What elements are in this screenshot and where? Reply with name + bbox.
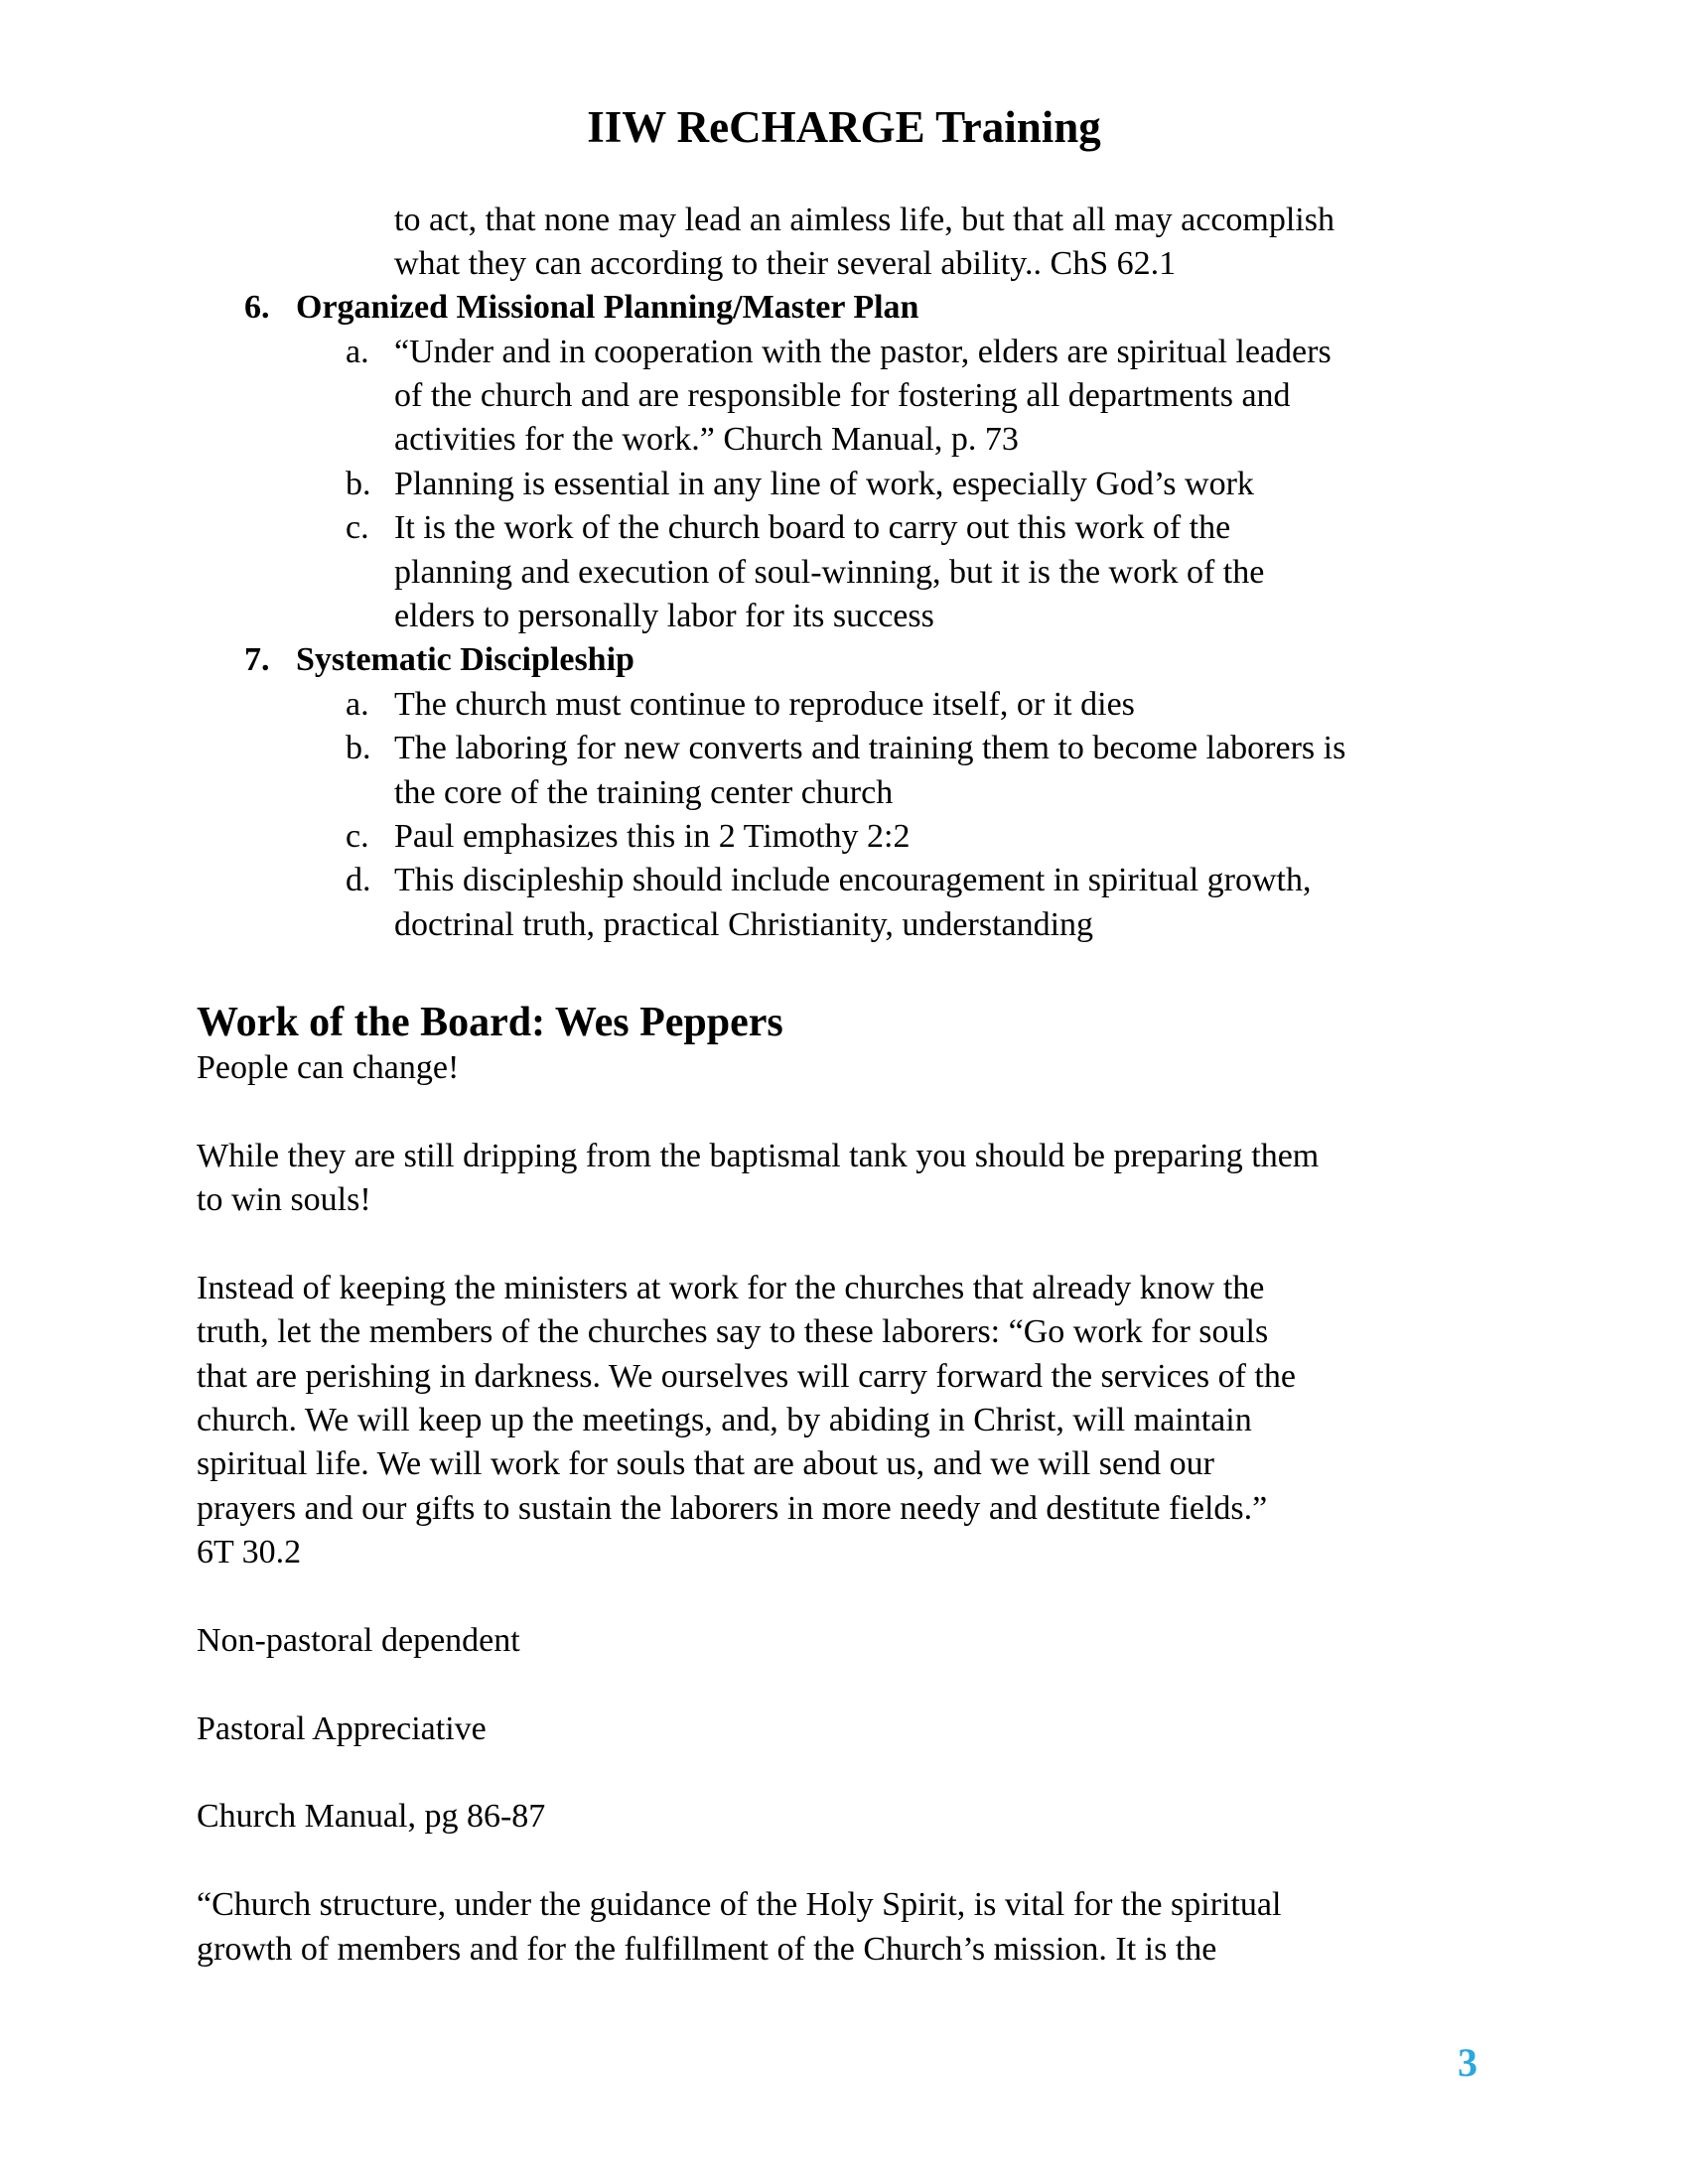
text-line: what they can according to their several ability.. ChS 62.1 <box>394 245 1177 282</box>
text-line: doctrinal truth, practical Christianity, understanding <box>394 906 1094 943</box>
paragraph-line: spiritual life. We will work for souls that are about us, and we will send our <box>197 1445 1214 1482</box>
paragraph-line: truth, let the members of the churches say to these laborers: “Go work for souls <box>197 1313 1269 1350</box>
paragraph-line: growth of members and for the fulfillment of the Church’s mission. It is the <box>197 1931 1217 1968</box>
text-line: elders to personally labor for its success <box>394 598 934 634</box>
list-item-heading: Organized Missional Planning/Master Plan <box>296 289 919 326</box>
list-number: 6. <box>244 289 270 326</box>
text-line: The laboring for new converts and training them to become laborers is <box>394 730 1346 766</box>
page-title: IIW ReCHARGE Training <box>587 102 1101 152</box>
sublist-marker: b. <box>346 730 371 766</box>
sublist-marker: a. <box>346 334 369 370</box>
list-item-heading: Systematic Discipleship <box>296 641 634 678</box>
paragraph-line: Non-pastoral dependent <box>197 1622 520 1659</box>
text-line: Paul emphasizes this in 2 Timothy 2:2 <box>394 818 911 855</box>
paragraph-line: Instead of keeping the ministers at work for the churches that already know the <box>197 1270 1265 1306</box>
paragraph-line: While they are still dripping from the baptismal tank you should be preparing them <box>197 1138 1320 1174</box>
paragraph-line: that are perishing in darkness. We ourselves will carry forward the services of the <box>197 1358 1296 1395</box>
paragraph-line: “Church structure, under the guidance of the Holy Spirit, is vital for the spiritual <box>197 1886 1282 1923</box>
paragraph-line: church. We will keep up the meetings, and, by abiding in Christ, will maintain <box>197 1402 1252 1438</box>
text-line: planning and execution of soul-winning, but it is the work of the <box>394 554 1265 591</box>
text-line: Planning is essential in any line of work, especially God’s work <box>394 466 1254 502</box>
list-number: 7. <box>244 641 270 678</box>
sublist-marker: c. <box>346 818 369 855</box>
sublist-marker: c. <box>346 509 369 546</box>
text-line: the core of the training center church <box>394 774 894 811</box>
text-line: “Under and in cooperation with the pastor, elders are spiritual leaders <box>394 334 1332 370</box>
paragraph-line: to win souls! <box>197 1181 371 1218</box>
sublist-marker: d. <box>346 862 371 898</box>
text-line: to act, that none may lead an aimless life, but that all may accomplish <box>394 202 1335 238</box>
paragraph-line: Church Manual, pg 86-87 <box>197 1798 546 1835</box>
sublist-marker: b. <box>346 466 371 502</box>
text-line: The church must continue to reproduce itself, or it dies <box>394 686 1135 723</box>
text-line: This discipleship should include encouragement in spiritual growth, <box>394 862 1312 898</box>
text-line: of the church and are responsible for fostering all departments and <box>394 377 1291 414</box>
paragraph-line: prayers and our gifts to sustain the laborers in more needy and destitute fields.” <box>197 1490 1268 1527</box>
paragraph-line: 6T 30.2 <box>197 1534 302 1570</box>
sublist-marker: a. <box>346 686 369 723</box>
section-heading: Work of the Board: Wes Peppers <box>197 1000 783 1045</box>
text-line: It is the work of the church board to carry out this work of the <box>394 509 1231 546</box>
page-number: 3 <box>1458 2040 1477 2085</box>
text-line: activities for the work.” Church Manual, p. 73 <box>394 421 1019 458</box>
paragraph-line: People can change! <box>197 1049 460 1086</box>
paragraph-line: Pastoral Appreciative <box>197 1710 487 1747</box>
